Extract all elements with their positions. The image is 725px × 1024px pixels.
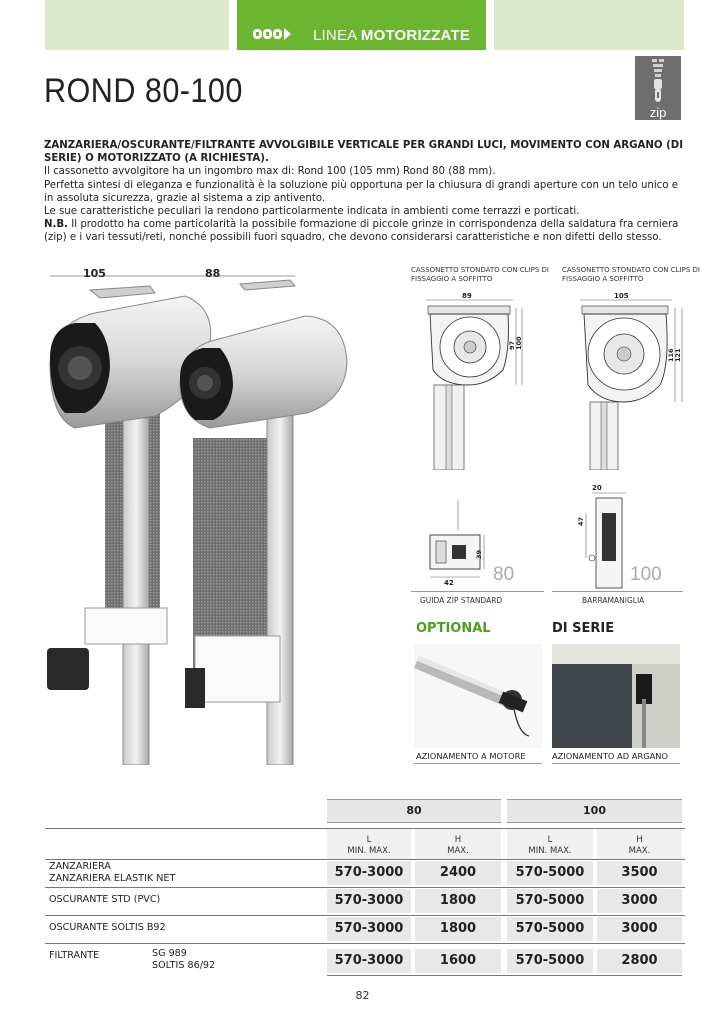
intro-paragraph-3: Le sue caratteristiche peculiari la rendono particolarmente indicata in ambienti come terrazzi e porticati. (44, 206, 580, 218)
bar-height: 47 (577, 516, 585, 526)
sub-header-h-80 (415, 829, 501, 859)
row1-h100: 3000 (597, 889, 682, 913)
row-rule-2 (45, 915, 685, 916)
intro-paragraph-2: Perfetta sintesi di eleganza e funzionalità è la soluzione più opportuna per la chiusura di grandi aperture con un telo unico e in assoluta sicurezza, grazie al sistema a zip antivento. (44, 179, 679, 204)
sub-h-80: H (454, 835, 462, 845)
row3-l80: 570-3000 (327, 949, 411, 973)
bar-size-label: 100 (630, 564, 662, 585)
group-header-80: 80 (327, 799, 501, 823)
bar-drawing (572, 478, 702, 590)
box80-width: 89 (462, 292, 472, 300)
motor-thumbnail (414, 644, 542, 748)
row-sub-filtrante (152, 948, 302, 972)
row-label-oscurante-soltis: OSCURANTE SOLTIS B92 (49, 922, 166, 933)
bar-caption-line (552, 591, 683, 592)
row2-l100: 570-5000 (507, 917, 593, 941)
box80-height-2: 100 (515, 336, 523, 350)
row3-h80: 1600 (415, 949, 501, 973)
header-band-left (45, 0, 229, 50)
row0-l80: 570-3000 (327, 861, 411, 885)
line-prefix: LINEA (313, 27, 357, 44)
sub-l-80: L (366, 835, 372, 845)
nb-text: Il prodotto ha come particolarità la possibile formazione di piccole grinze in corrispondenza della saldatura fra cerniera (zip) e i vari tessuti/reti, nonché possibili fuori squadro, che devono considerarsi caratteristiche e non difetti dello stesso. (44, 219, 679, 244)
sub-header-l-80 (327, 829, 411, 859)
crank-image (552, 644, 680, 748)
row2-l80: 570-3000 (327, 917, 411, 941)
row-label-0: ZANZARIERA (49, 861, 111, 872)
guide-caption: GUIDA ZIP STANDARD (420, 596, 503, 605)
guide-caption-line (411, 591, 544, 592)
sub-h-100: H (636, 835, 643, 845)
box80-drawing (418, 290, 528, 470)
motor-image (414, 644, 542, 748)
box80-caption: CASSONETTO STONDATO CON CLIPS DI FISSAGGIO A SOFFITTO (411, 266, 549, 283)
row1-l80: 570-3000 (327, 889, 411, 913)
row3-l100: 570-5000 (507, 949, 593, 973)
crank-thumbnail (552, 644, 680, 748)
line-name: MOTORIZZATE (360, 27, 471, 44)
sub-h2-80: MAX. (447, 846, 469, 856)
row-sub-0: SG 989 (152, 948, 187, 959)
box100-height-1: 116 (667, 348, 675, 362)
guide-width: 42 (444, 579, 454, 587)
page-title: ROND 80-100 (44, 72, 243, 110)
zipper-icon (635, 56, 681, 106)
product-photo (45, 268, 360, 765)
row3-h100: 2800 (597, 949, 682, 973)
row0-l100: 570-5000 (507, 861, 593, 885)
intro-note (44, 218, 684, 244)
crank-caption: AZIONAMENTO AD ARGANO (552, 751, 669, 761)
guide-drawing (418, 495, 548, 590)
photo-label-88: 88 (205, 268, 221, 280)
row0-h80: 2400 (415, 861, 501, 885)
box80-height-1: 97 (508, 340, 516, 350)
row-label-filtrante: FILTRANTE (49, 950, 100, 961)
row0-h100: 3500 (597, 861, 682, 885)
row-rule-3 (45, 943, 685, 944)
product-line-label (313, 27, 470, 44)
guide-height: 39 (475, 549, 483, 559)
row-rule-4 (327, 975, 682, 976)
zip-label: zip (649, 105, 667, 120)
row1-l100: 570-5000 (507, 889, 593, 913)
spec-table (45, 799, 685, 979)
sub-l-100: L (547, 835, 553, 845)
box100-width: 105 (614, 292, 629, 300)
row-label2-0: ZANZARIERA ELASTIK NET (49, 873, 176, 884)
bar-width: 20 (592, 484, 602, 492)
intro-text (44, 139, 684, 245)
page-number: 82 (355, 989, 370, 1002)
nb-label: N.B. (44, 219, 69, 231)
row-label-oscurante-std: OSCURANTE STD (PVC) (49, 894, 161, 905)
di-serie-title: DI SERIE (552, 621, 615, 636)
intro-paragraph-1: Il cassonetto avvolgitore ha un ingombro max di: Rond 100 (105 mm) Rond 80 (88 mm). (44, 166, 496, 178)
zip-badge (635, 56, 681, 120)
row-rule-0 (45, 859, 685, 860)
sub-l2-100: MIN. MAX. (528, 846, 572, 856)
sub-l2-80: MIN. MAX. (347, 846, 391, 856)
intro-heading: ZANZARIERA/OSCURANTE/FILTRANTE AVVOLGIBILE VERTICALE PER GRANDI LUCI, MOVIMENTO CON ARGANO (DI SERIE) O MOTORIZZATO (A RICHIESTA). (44, 140, 684, 165)
row-label-zanzariera (49, 861, 299, 885)
row2-h80: 1800 (415, 917, 501, 941)
motor-caption: AZIONAMENTO A MOTORE (416, 751, 526, 761)
row-sub-1: SOLTIS 86/92 (152, 960, 216, 971)
sub-header-h-100 (597, 829, 682, 859)
group-header-100: 100 (507, 799, 682, 823)
box100-drawing (572, 290, 687, 470)
brand-logo-icon (253, 26, 293, 42)
header-band-right (494, 0, 684, 50)
guide-size-label: 80 (493, 564, 515, 585)
row2-h100: 3000 (597, 917, 682, 941)
crank-caption-line (552, 763, 680, 764)
motor-caption-line (414, 763, 542, 764)
photo-label-105: 105 (83, 268, 106, 280)
row1-h80: 1800 (415, 889, 501, 913)
sub-header-l-100 (507, 829, 593, 859)
row-rule-1 (45, 887, 685, 888)
box100-caption: CASSONETTO STONDATO CON CLIPS DI FISSAGGIO A SOFFITTO (562, 266, 700, 283)
sub-h2-100: MAX. (628, 846, 651, 856)
optional-title: OPTIONAL (416, 621, 491, 636)
box100-height-2: 121 (674, 348, 682, 362)
bar-caption: BARRAMANIGLIA (582, 596, 645, 605)
